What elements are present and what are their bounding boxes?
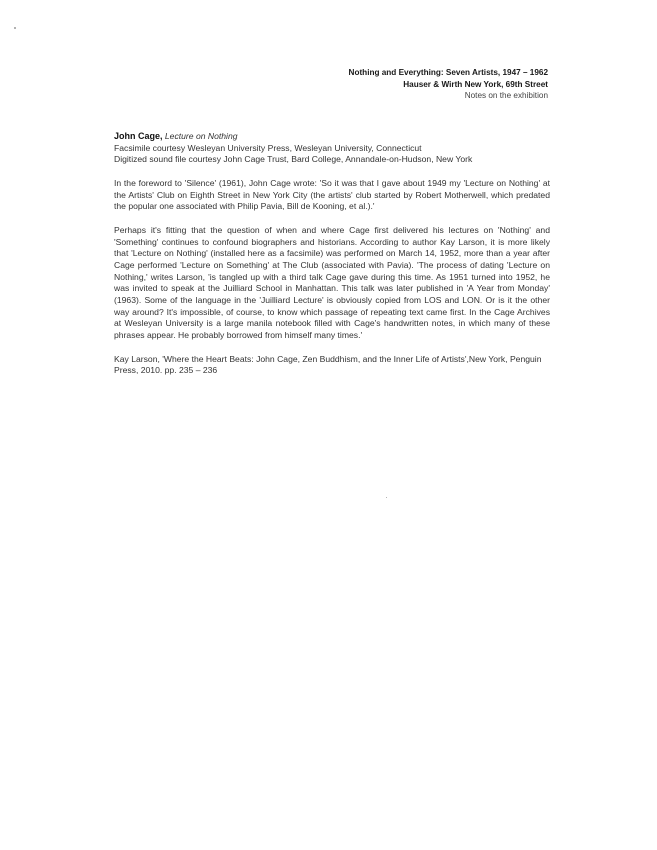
work-title: Lecture on Nothing (164, 131, 238, 141)
exhibition-title: Nothing and Everything: Seven Artists, 1947 – 1962 (348, 68, 548, 77)
gallery-location: Hauser & Wirth New York, 69th Street (403, 79, 548, 89)
work-title-line (114, 131, 550, 143)
artist-name: John Cage, (114, 131, 163, 141)
credit-block (114, 131, 550, 166)
notes-subtitle: Notes on the exhibition (464, 91, 548, 100)
history-paragraph: Perhaps it's fitting that the question of when and where Cage first delivered his lectures on 'Nothing' and 'Something' continues to confound biographers and historians. According to author Kay Larson, it is more likely that 'Lecture on Nothing' (installed here as a facsimile) was performed on March 14, 1952, more than a year after Cage performed 'Lecture on Something' at The Club (associated with Pavia). 'The process of dating 'Lecture on Nothing,' writes Larson, 'is tangled up with a third talk Cage gave during this time. As 1951 turned into 1952, he was invited to speak at the Juilliard School in Manhattan. This talk was later published in 'A Year from Monday' (1963). Some of the language in the 'Juilliard Lecture' is obviously copied from LOS and LON. Or is it the other way around? It's impossible, of course, to know which passage of repeating text came first. In the Cage Archives at Wesleyan University is a large manila notebook filled with Cage's handwritten notes, in which many of these phrases appear. He probably borrowed from himself many times.' (114, 224, 550, 341)
facsimile-credit: Facsimile courtesy Wesleyan University Press, Wesleyan University, Connecticut (114, 142, 422, 153)
exhibition-header (349, 67, 548, 102)
scan-speck (14, 27, 16, 29)
sound-file-credit: Digitized sound file courtesy John Cage Trust, Bard College, Annandale-on-Hudson, New York (114, 154, 473, 165)
body-content (114, 131, 550, 389)
foreword-paragraph: In the foreword to 'Silence' (1961), John Cage wrote: 'So it was that I gave about 1949 my 'Lecture on Nothing' at the Artists' Club on Eighth Street in New York City (the artists' club started by Robert Motherwell, which predated the popular one associated with Philip Pavia, Bill de Kooning, et al.).' (114, 177, 550, 212)
scan-speck (386, 497, 387, 498)
citation: Kay Larson, 'Where the Heart Beats: John Cage, Zen Buddhism, and the Inner Life of Artists',New York, Penguin Press, 2010. pp. 235 – 236 (114, 353, 542, 376)
